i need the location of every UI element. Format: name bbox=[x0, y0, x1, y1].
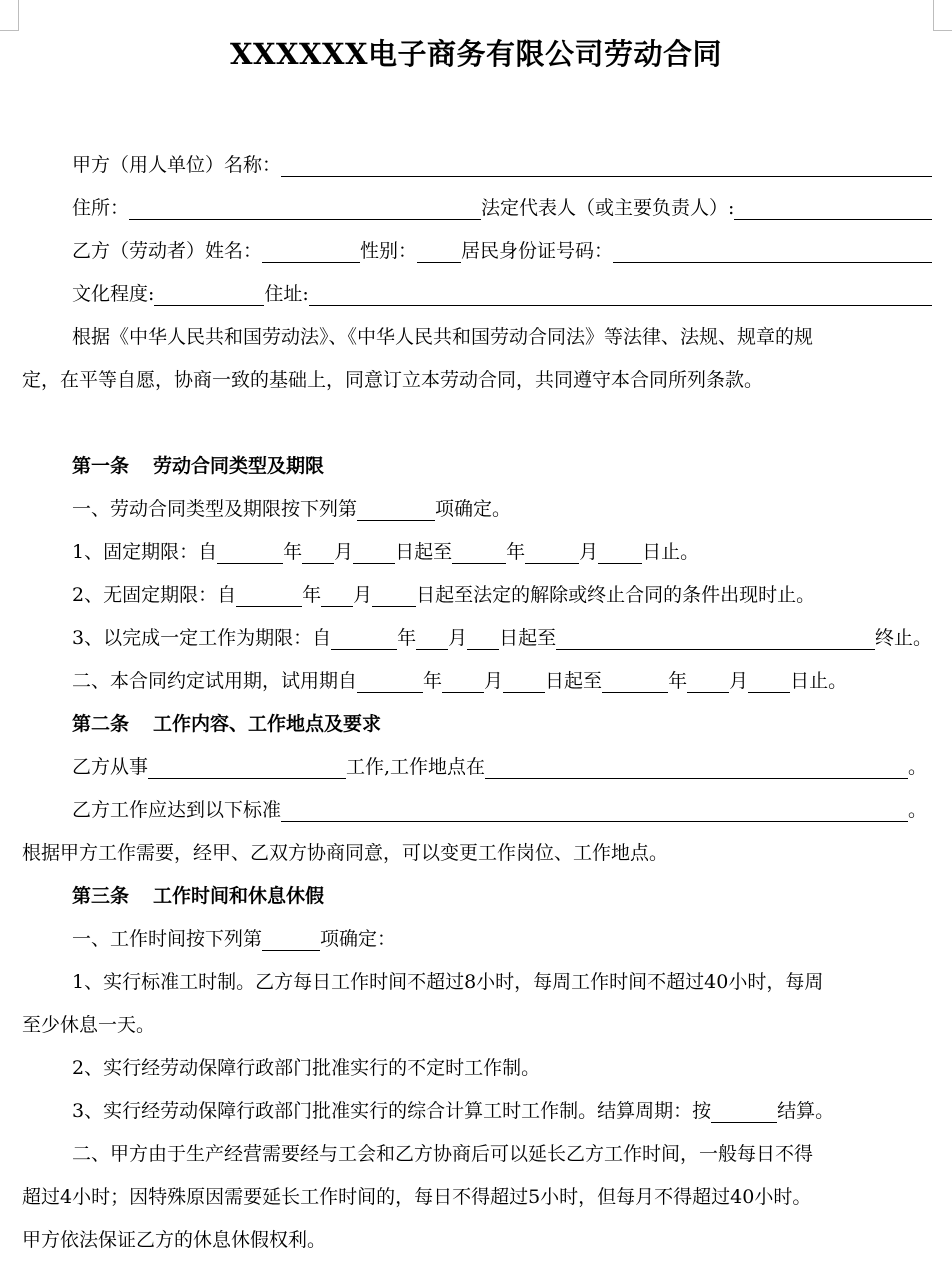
a3-line-4 bbox=[72, 1051, 932, 1085]
a3-line-8 bbox=[22, 1223, 932, 1257]
a3-line-7 bbox=[22, 1180, 932, 1214]
crop-mark-right bbox=[933, 0, 952, 31]
year-label: 年 bbox=[423, 670, 443, 692]
article-1-number: 第一条 bbox=[72, 455, 130, 477]
task-term-post: 终止。 bbox=[874, 627, 932, 649]
settlement-post: 结算。 bbox=[777, 1100, 835, 1122]
a3-line-1 bbox=[72, 922, 932, 956]
fixed-term-label: 1、固定期限：自 bbox=[72, 541, 218, 563]
month-label: 月 bbox=[579, 541, 599, 563]
probation-start-day-blank[interactable] bbox=[503, 668, 545, 693]
crop-mark-left bbox=[0, 0, 19, 31]
article-3-heading bbox=[72, 879, 932, 913]
overtime-text-1: 二、甲方由于生产经营需要经与工会和乙方协商后可以延长乙方工作时间，一般每日不得 bbox=[72, 1143, 814, 1165]
a1-line-3 bbox=[72, 578, 932, 612]
a2-change-text: 根据甲方工作需要，经甲、乙双方协商同意，可以变更工作岗位、工作地点。 bbox=[22, 842, 669, 864]
rest-rights-text: 甲方依法保证乙方的休息休假权利。 bbox=[22, 1229, 327, 1251]
a2-line-2 bbox=[72, 793, 932, 827]
from-to-label: 日起至 bbox=[499, 627, 557, 649]
id-label: 居民身份证号码： bbox=[461, 240, 614, 262]
a1-line-2 bbox=[72, 535, 932, 569]
intro-text-2: 定，在平等自愿，协商一致的基础上，同意订立本劳动合同，共同遵守本合同所列条款。 bbox=[22, 369, 764, 391]
standard-label: 乙方工作应达到以下标准 bbox=[72, 799, 282, 821]
probation-end-day-blank[interactable] bbox=[748, 668, 790, 693]
a1-line-5 bbox=[72, 664, 932, 698]
task-start-month-blank[interactable] bbox=[416, 625, 448, 650]
fixed-end-day-blank[interactable] bbox=[598, 539, 642, 564]
from-to-label: 日起至 bbox=[545, 670, 603, 692]
party-b-line bbox=[72, 234, 932, 268]
probation-end-year-blank[interactable] bbox=[602, 668, 668, 693]
probation-label: 二、本合同约定试用期，试用期自 bbox=[72, 670, 358, 692]
a1-line-1-post: 项确定。 bbox=[435, 498, 512, 520]
work-time-type-blank[interactable] bbox=[262, 926, 320, 951]
day-end-label: 日止。 bbox=[790, 670, 848, 692]
residence-blank[interactable] bbox=[309, 281, 932, 306]
job-blank[interactable] bbox=[148, 754, 346, 779]
gender-label: 性别： bbox=[360, 240, 418, 262]
probation-end-month-blank[interactable] bbox=[687, 668, 729, 693]
work-place-blank[interactable] bbox=[485, 754, 908, 779]
comprehensive-hours-text: 3、实行经劳动保障行政部门批准实行的综合计算工时工作制。结算周期：按 bbox=[72, 1100, 712, 1122]
article-2-heading bbox=[72, 707, 932, 741]
period: 。 bbox=[908, 799, 928, 821]
party-b-name-label: 乙方（劳动者）姓名： bbox=[72, 240, 263, 262]
probation-start-year-blank[interactable] bbox=[357, 668, 423, 693]
intro-text-1: 根据《中华人民共和国劳动法》、《中华人民共和国劳动合同法》等法律、法规、规章的规 bbox=[72, 326, 814, 348]
open-start-year-blank[interactable] bbox=[236, 582, 302, 607]
year-label: 年 bbox=[283, 541, 303, 563]
flexible-hours-text: 2、实行经劳动保障行政部门批准实行的不定时工作制。 bbox=[72, 1057, 541, 1079]
article-1-heading bbox=[72, 449, 932, 483]
intro-line-2 bbox=[22, 363, 932, 397]
a1-line-4 bbox=[72, 621, 932, 655]
year-label: 年 bbox=[397, 627, 417, 649]
year-label: 年 bbox=[668, 670, 688, 692]
settlement-period-blank[interactable] bbox=[711, 1098, 777, 1123]
year-label: 年 bbox=[302, 584, 322, 606]
open-start-day-blank[interactable] bbox=[372, 582, 416, 607]
party-b-name-blank[interactable] bbox=[262, 238, 360, 263]
open-start-month-blank[interactable] bbox=[321, 582, 353, 607]
article-3-title: 工作时间和休息休假 bbox=[153, 885, 325, 907]
party-a-name-blank[interactable] bbox=[281, 152, 932, 177]
fixed-start-day-blank[interactable] bbox=[353, 539, 395, 564]
a3-line-5 bbox=[72, 1094, 932, 1128]
job-label: 乙方从事 bbox=[72, 756, 149, 778]
article-1-title: 劳动合同类型及期限 bbox=[153, 455, 325, 477]
work-place-label: 工作,工作地点在 bbox=[346, 756, 486, 778]
a3-line-3 bbox=[22, 1008, 932, 1042]
legal-rep-blank[interactable] bbox=[734, 195, 932, 220]
education-line bbox=[72, 277, 932, 311]
address-line bbox=[72, 191, 932, 225]
task-end-blank[interactable] bbox=[556, 625, 875, 650]
task-term-label: 3、以完成一定工作为期限：自 bbox=[72, 627, 332, 649]
work-time-label: 一、工作时间按下列第 bbox=[72, 928, 263, 950]
residence-label: 住址: bbox=[264, 283, 309, 305]
a1-line-1-pre: 一、劳动合同类型及期限按下列第 bbox=[72, 498, 358, 520]
standard-hours-text-2: 至少休息一天。 bbox=[22, 1014, 156, 1036]
education-blank[interactable] bbox=[154, 281, 264, 306]
legal-rep-label: 法定代表人（或主要负责人）: bbox=[481, 197, 735, 219]
fixed-start-month-blank[interactable] bbox=[302, 539, 334, 564]
probation-start-month-blank[interactable] bbox=[442, 668, 484, 693]
month-label: 月 bbox=[448, 627, 468, 649]
task-start-day-blank[interactable] bbox=[467, 625, 499, 650]
a2-line-1 bbox=[72, 750, 932, 784]
document-title: XXXXXX电子商务有限公司劳动合同 bbox=[229, 37, 722, 71]
a3-line-6 bbox=[72, 1137, 932, 1171]
id-blank[interactable] bbox=[613, 238, 932, 263]
fixed-end-year-blank[interactable] bbox=[452, 539, 506, 564]
article-3-number: 第三条 bbox=[72, 885, 130, 907]
address-label: 住所： bbox=[72, 197, 130, 219]
fixed-end-month-blank[interactable] bbox=[525, 539, 579, 564]
party-a-name-label: 甲方（用人单位）名称： bbox=[72, 154, 282, 176]
open-term-label: 2、无固定期限：自 bbox=[72, 584, 237, 606]
address-blank[interactable] bbox=[129, 195, 481, 220]
month-label: 月 bbox=[484, 670, 504, 692]
a2-line-3 bbox=[22, 836, 932, 870]
year-label: 年 bbox=[506, 541, 526, 563]
from-to-label: 日起至 bbox=[395, 541, 453, 563]
intro-line-1 bbox=[72, 320, 932, 354]
open-term-post: 日起至法定的解除或终止合同的条件出现时止。 bbox=[416, 584, 816, 606]
standard-blank[interactable] bbox=[281, 797, 908, 822]
task-start-year-blank[interactable] bbox=[331, 625, 397, 650]
month-label: 月 bbox=[353, 584, 373, 606]
day-end-label: 日止。 bbox=[642, 541, 700, 563]
gender-blank[interactable] bbox=[417, 238, 461, 263]
standard-hours-text: 1、实行标准工时制。乙方每日工作时间不超过8小时，每周工作时间不超过40小时，每周 bbox=[72, 971, 824, 993]
fixed-start-year-blank[interactable] bbox=[217, 539, 283, 564]
a3-line-2 bbox=[72, 965, 932, 999]
period: 。 bbox=[908, 756, 928, 778]
article-2-number: 第二条 bbox=[72, 713, 130, 735]
a1-line-1 bbox=[72, 492, 932, 526]
contract-type-blank[interactable] bbox=[357, 496, 435, 521]
education-label: 文化程度: bbox=[72, 283, 155, 305]
month-label: 月 bbox=[729, 670, 749, 692]
work-time-post: 项确定： bbox=[320, 928, 397, 950]
overtime-text-2: 超过4小时；因特殊原因需要延长工作时间的，每日不得超过5小时，但每月不得超过40小时。 bbox=[22, 1186, 812, 1208]
article-2-title: 工作内容、工作地点及要求 bbox=[153, 713, 382, 735]
month-label: 月 bbox=[334, 541, 354, 563]
party-a-line bbox=[72, 148, 932, 182]
